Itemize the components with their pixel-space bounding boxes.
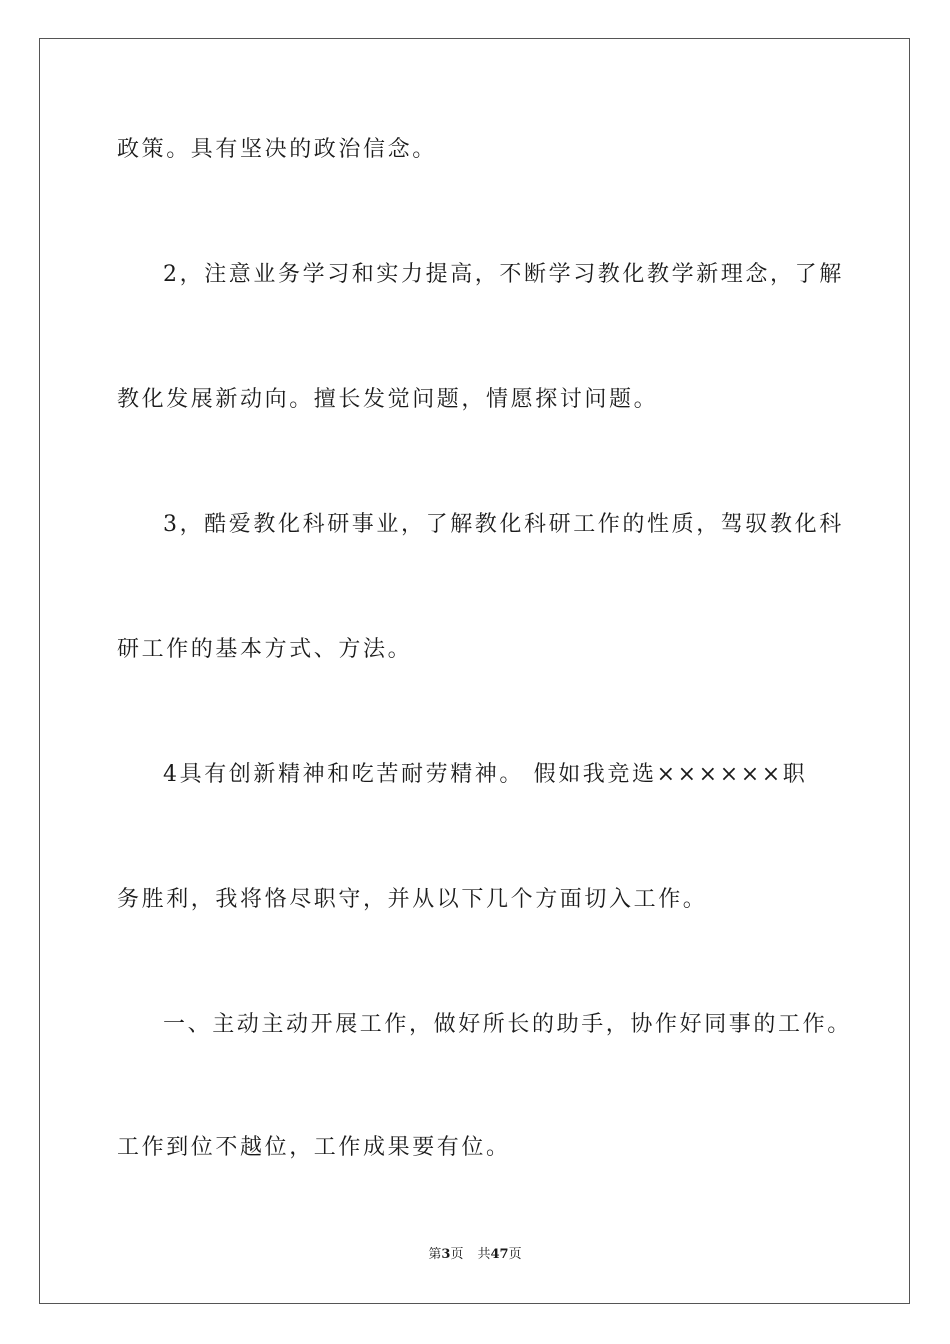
- paragraph-line-7: 务胜利，我将恪尽职守，并从以下几个方面切入工作。: [117, 887, 708, 912]
- footer-page-prefix: 第: [428, 1247, 442, 1262]
- paragraph-line-2: 2，注意业务学习和实力提高，不断学习教化教学新理念，了解: [163, 262, 844, 287]
- paragraph-line-9: 工作到位不越位，工作成果要有位。: [117, 1135, 511, 1160]
- paragraph-line-3: 教化发展新动向。擅长发觉问题，情愿探讨问题。: [117, 387, 659, 412]
- paragraph-line-6: 4具有创新精神和吃苦耐劳精神。 假如我竞选××××××职: [163, 762, 808, 787]
- page-border: [39, 38, 910, 1304]
- footer-total-pages: 47: [490, 1247, 509, 1262]
- footer-total-prefix: 共: [477, 1247, 491, 1262]
- paragraph-line-8: 一、主动主动开展工作，做好所长的助手，协作好同事的工作。: [163, 1012, 852, 1037]
- paragraph-line-4: 3，酷爱教化科研事业，了解教化科研工作的性质，驾驭教化科: [163, 512, 844, 537]
- paragraph-line-5: 研工作的基本方式、方法。: [117, 637, 413, 662]
- footer-page-number: 3: [441, 1247, 451, 1262]
- footer-page-suffix: 页: [450, 1247, 464, 1262]
- page-footer: [0, 1246, 950, 1264]
- footer-total-suffix: 页: [508, 1247, 522, 1262]
- paragraph-line-1: 政策。具有坚决的政治信念。: [117, 137, 437, 162]
